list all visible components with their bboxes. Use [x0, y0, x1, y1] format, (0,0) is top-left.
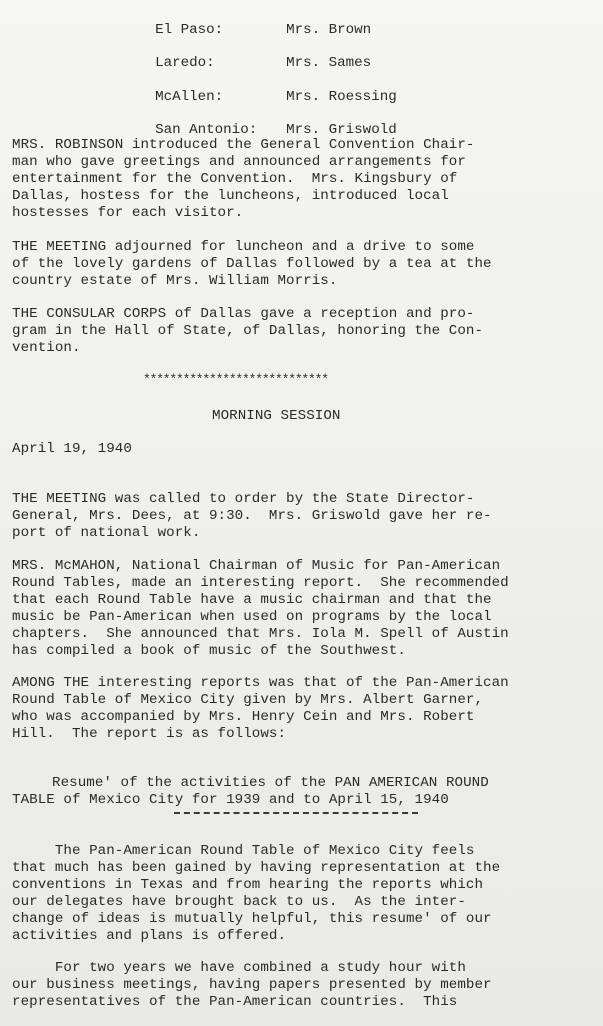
text-line: AMONG THE interesting reports was that of the Pan-American [12, 675, 509, 691]
text-line: General, Mrs. Dees, at 9:30. Mrs. Griswold gave her re- [12, 508, 492, 524]
text-line: chapters. She announced that Mrs. Iola M. Spell of Austin [12, 626, 509, 642]
text-line: MRS. McMAHON, National Chairman of Music for Pan-American [12, 558, 501, 574]
text-line: Dallas, hostess for the luncheons, introduced local [12, 188, 449, 204]
session-date: April 19, 1940 [12, 441, 132, 457]
paragraph-round-table-feels [12, 843, 500, 945]
roster-city: Laredo: [155, 55, 215, 71]
text-line: For two years we have combined a study hour with [12, 960, 466, 976]
text-line: of the lovely gardens of Dallas followed by a tea at the [12, 256, 492, 272]
roster-name: Mrs. Sames [286, 55, 372, 71]
paragraph-consular-corps [12, 306, 483, 357]
star-divider: **************************** [143, 372, 328, 387]
text-line: music be Pan-American when used on programs by the local [12, 609, 492, 625]
session-heading: MORNING SESSION [212, 408, 341, 424]
text-line: port of national work. [12, 525, 201, 541]
dashed-underline [174, 812, 418, 814]
text-line: who was accompanied by Mrs. Henry Cein and Mrs. Robert [12, 709, 475, 725]
text-line: Round Tables, made an interesting report. She recommended [12, 575, 509, 591]
paragraph-mcmahon [12, 558, 509, 660]
resume-title-line: TABLE of Mexico City for 1939 and to April 15, 1940 [12, 792, 449, 808]
paragraph-robinson [12, 137, 474, 222]
text-line: entertainment for the Convention. Mrs. Kingsbury of [12, 171, 458, 187]
roster-city: El Paso: [155, 22, 224, 38]
text-line: vention. [12, 340, 81, 356]
text-line: gram in the Hall of State, of Dallas, honoring the Con- [12, 323, 484, 339]
roster-name: Mrs. Brown [286, 22, 372, 38]
text-line: man who gave greetings and announced arrangements for [12, 154, 466, 170]
paragraph-among-reports [12, 675, 509, 743]
roster-name: Mrs. Griswold [286, 122, 397, 138]
text-line: has compiled a book of music of the Southwest. [12, 643, 406, 659]
text-line: The Pan-American Round Table of Mexico City feels [12, 843, 475, 859]
text-line: that much has been gained by having representation at the [12, 860, 501, 876]
text-line: representatives of the Pan-American countries. This [12, 994, 458, 1010]
paragraph-meeting-adjourned [12, 239, 492, 290]
text-line: Round Table of Mexico City given by Mrs. Albert Garner, [12, 692, 484, 708]
text-line: country estate of Mrs. William Morris. [12, 273, 338, 289]
text-line: activities and plans is offered. [12, 928, 287, 944]
roster-name: Mrs. Roessing [286, 89, 397, 105]
text-line: conventions in Texas and from hearing the reports which [12, 877, 484, 893]
roster-city: San Antonio: [155, 122, 258, 138]
text-line: MRS. ROBINSON introduced the General Convention Chair- [12, 137, 475, 153]
text-line: THE MEETING adjourned for luncheon and a drive to some [12, 239, 475, 255]
roster-city: McAllen: [155, 89, 224, 105]
text-line: that each Round Table have a music chairman and that the [12, 592, 492, 608]
paragraph-called-to-order [12, 491, 492, 542]
text-line: change of ideas is mutually helpful, this resume' of our [12, 911, 492, 927]
text-line: THE CONSULAR CORPS of Dallas gave a reception and pro- [12, 306, 475, 322]
resume-title-line: Resume' of the activities of the PAN AMERICAN ROUND [52, 775, 489, 791]
text-line: Hill. The report is as follows: [12, 726, 287, 742]
text-line: our delegates have brought back to us. As the inter- [12, 894, 466, 910]
paragraph-study-hour [12, 960, 492, 1011]
text-line: THE MEETING was called to order by the State Director- [12, 491, 475, 507]
text-line: hostesses for each visitor. [12, 205, 244, 221]
text-line: our business meetings, having papers presented by member [12, 977, 492, 993]
